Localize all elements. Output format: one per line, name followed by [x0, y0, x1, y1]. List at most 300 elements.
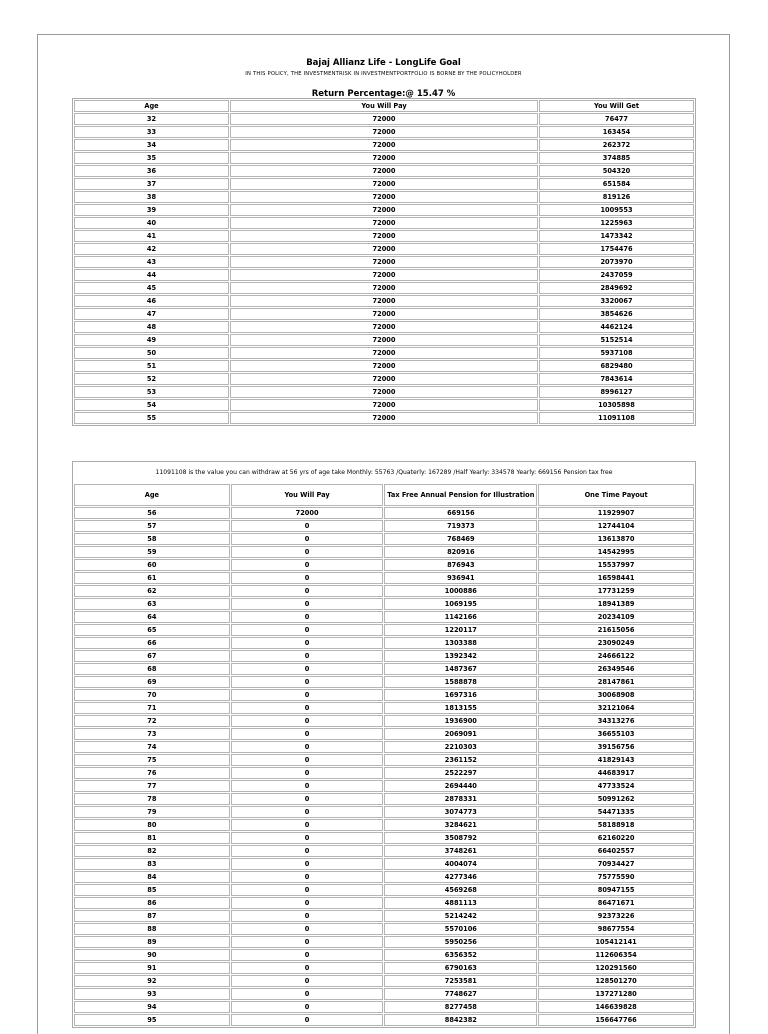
table-cell: 34313276	[538, 715, 694, 727]
table-row	[74, 637, 694, 649]
table-cell: 2849692	[539, 282, 694, 294]
table-cell: 137271280	[538, 988, 694, 1000]
table-cell: 14542995	[538, 546, 694, 558]
table-cell: 5950256	[384, 936, 537, 948]
table-cell: 72000	[230, 165, 538, 177]
col-header-you-will-get: You Will Get	[539, 100, 694, 112]
table-cell: 78	[74, 793, 230, 805]
table-cell: 72000	[230, 321, 538, 333]
table-cell: 39156756	[538, 741, 694, 753]
table-cell: 54	[74, 399, 229, 411]
table-row	[74, 360, 694, 372]
table-row	[74, 282, 694, 294]
table-cell: 72000	[230, 191, 538, 203]
table-cell: 85	[74, 884, 230, 896]
table-cell: 50	[74, 347, 229, 359]
table-cell: 6829480	[539, 360, 694, 372]
table-cell: 71	[74, 702, 230, 714]
table-cell: 90	[74, 949, 230, 961]
table-row	[74, 507, 694, 519]
table-row	[74, 975, 694, 987]
table-row	[74, 191, 694, 203]
table-cell: 72000	[230, 139, 538, 151]
table-cell: 8277458	[384, 1001, 537, 1013]
table-cell: 0	[231, 559, 384, 571]
table-cell: 105412141	[538, 936, 694, 948]
table-cell: 120291560	[538, 962, 694, 974]
table-row	[74, 559, 694, 571]
table-row	[74, 845, 694, 857]
table-cell: 69	[74, 676, 230, 688]
table-cell: 0	[231, 728, 384, 740]
table-cell: 1392342	[384, 650, 537, 662]
table-row	[74, 165, 694, 177]
table-cell: 34	[74, 139, 229, 151]
table-cell: 6790163	[384, 962, 537, 974]
col-header-annual-pension: Tax Free Annual Pension for Illustration	[384, 484, 537, 506]
table-cell: 669156	[384, 507, 537, 519]
table-cell: 5937108	[539, 347, 694, 359]
table-cell: 62160220	[538, 832, 694, 844]
table-row	[74, 624, 694, 636]
table-cell: 24666122	[538, 650, 694, 662]
table-cell: 72000	[231, 507, 384, 519]
table-cell: 0	[231, 611, 384, 623]
table-cell: 49	[74, 334, 229, 346]
table-cell: 93	[74, 988, 230, 1000]
table-cell: 7843614	[539, 373, 694, 385]
table-cell: 1813155	[384, 702, 537, 714]
table-cell: 62	[74, 585, 230, 597]
table-cell: 2878331	[384, 793, 537, 805]
table-cell: 0	[231, 767, 384, 779]
table-cell: 72000	[230, 308, 538, 320]
table-cell: 3320067	[539, 295, 694, 307]
table-cell: 23090249	[538, 637, 694, 649]
table-row	[74, 715, 694, 727]
table-cell: 2437059	[539, 269, 694, 281]
table-cell: 18941389	[538, 598, 694, 610]
table-cell: 16598441	[538, 572, 694, 584]
table-cell: 61	[74, 572, 230, 584]
table-cell: 72000	[230, 412, 538, 424]
table-cell: 55	[74, 412, 229, 424]
table-cell: 72000	[230, 373, 538, 385]
table-cell: 20234109	[538, 611, 694, 623]
table-row	[74, 897, 694, 909]
table-row	[74, 386, 694, 398]
table-cell: 82	[74, 845, 230, 857]
table-cell: 5570106	[384, 923, 537, 935]
table-cell: 3508792	[384, 832, 537, 844]
table-cell: 0	[231, 689, 384, 701]
table-row	[74, 741, 694, 753]
table-cell: 28147861	[538, 676, 694, 688]
table-row	[74, 949, 694, 961]
table-row	[74, 598, 694, 610]
table-row	[74, 572, 694, 584]
table-cell: 1588878	[384, 676, 537, 688]
table-cell: 262372	[539, 139, 694, 151]
table-cell: 79	[74, 806, 230, 818]
table-cell: 0	[231, 520, 384, 532]
table-row	[74, 1001, 694, 1013]
table-row	[74, 533, 694, 545]
table-row	[74, 806, 694, 818]
table-cell: 7748627	[384, 988, 537, 1000]
table-header-row	[74, 100, 694, 112]
table-cell: 3284621	[384, 819, 537, 831]
table-cell: 41	[74, 230, 229, 242]
table-cell: 83	[74, 858, 230, 870]
table-cell: 0	[231, 923, 384, 935]
table-cell: 0	[231, 741, 384, 753]
table-row	[74, 373, 694, 385]
table-cell: 11929907	[538, 507, 694, 519]
table-cell: 1473342	[539, 230, 694, 242]
accumulation-table	[72, 98, 696, 426]
table-cell: 73	[74, 728, 230, 740]
table-cell: 0	[231, 793, 384, 805]
table-row	[74, 910, 694, 922]
table-cell: 64	[74, 611, 230, 623]
table-cell: 0	[231, 637, 384, 649]
table-cell: 8842382	[384, 1014, 537, 1026]
table-cell: 0	[231, 949, 384, 961]
note-row	[74, 463, 694, 483]
table-row	[74, 858, 694, 870]
table-cell: 15537997	[538, 559, 694, 571]
document-title: Bajaj Allianz Life - LongLife Goal	[306, 58, 461, 68]
table-cell: 51	[74, 360, 229, 372]
table-row	[74, 689, 694, 701]
table-cell: 0	[231, 780, 384, 792]
table-cell: 0	[231, 819, 384, 831]
table-cell: 54471335	[538, 806, 694, 818]
table-cell: 4277346	[384, 871, 537, 883]
table-cell: 0	[231, 702, 384, 714]
table-cell: 44	[74, 269, 229, 281]
table-cell: 72000	[230, 399, 538, 411]
table-cell: 4004074	[384, 858, 537, 870]
table-cell: 2210303	[384, 741, 537, 753]
table-cell: 7253581	[384, 975, 537, 987]
table-cell: 3854626	[539, 308, 694, 320]
col-header-you-will-pay: You Will Pay	[230, 100, 538, 112]
table-cell: 2694440	[384, 780, 537, 792]
table-cell: 72000	[230, 256, 538, 268]
table-cell: 5214242	[384, 910, 537, 922]
table-cell: 52	[74, 373, 229, 385]
table-cell: 60	[74, 559, 230, 571]
table-cell: 59	[74, 546, 230, 558]
table-row	[74, 308, 694, 320]
table-cell: 4462124	[539, 321, 694, 333]
table-cell: 48	[74, 321, 229, 333]
table-row	[74, 113, 694, 125]
table-cell: 50991262	[538, 793, 694, 805]
table-row	[74, 139, 694, 151]
table-cell: 53	[74, 386, 229, 398]
table-row	[74, 399, 694, 411]
table-cell: 72000	[230, 295, 538, 307]
table-cell: 57	[74, 520, 230, 532]
table-cell: 0	[231, 598, 384, 610]
table-row	[74, 676, 694, 688]
table-cell: 163454	[539, 126, 694, 138]
table-cell: 1000886	[384, 585, 537, 597]
table-cell: 1142166	[384, 611, 537, 623]
table-cell: 8996127	[539, 386, 694, 398]
table-cell: 876943	[384, 559, 537, 571]
table-cell: 1069195	[384, 598, 537, 610]
table-cell: 66	[74, 637, 230, 649]
table-cell: 32121064	[538, 702, 694, 714]
col-header-age: Age	[74, 100, 229, 112]
table-row	[74, 702, 694, 714]
table-cell: 65	[74, 624, 230, 636]
table-cell: 47733524	[538, 780, 694, 792]
table-row	[74, 767, 694, 779]
table-cell: 12744104	[538, 520, 694, 532]
table-row	[74, 884, 694, 896]
table-cell: 651584	[539, 178, 694, 190]
table-cell: 58188918	[538, 819, 694, 831]
table-cell: 30068908	[538, 689, 694, 701]
table-cell: 0	[231, 962, 384, 974]
risk-disclaimer: IN THIS POLICY, THE INVESTMENTRISK IN INVESTMENTPORTFOLIO IS BORNE BY THE POLICYHOLDER	[245, 71, 522, 77]
table-cell: 72000	[230, 204, 538, 216]
table-row	[74, 178, 694, 190]
table-cell: 0	[231, 754, 384, 766]
table-row	[74, 204, 694, 216]
table-cell: 2073970	[539, 256, 694, 268]
table-cell: 72000	[230, 269, 538, 281]
table-cell: 36	[74, 165, 229, 177]
table-cell: 72000	[230, 178, 538, 190]
table-cell: 80	[74, 819, 230, 831]
table-cell: 26349546	[538, 663, 694, 675]
table-cell: 36655103	[538, 728, 694, 740]
table-cell: 3074773	[384, 806, 537, 818]
table-cell: 72000	[230, 217, 538, 229]
table-cell: 87	[74, 910, 230, 922]
table-cell: 43	[74, 256, 229, 268]
table-cell: 0	[231, 676, 384, 688]
table-cell: 0	[231, 936, 384, 948]
table-row	[74, 728, 694, 740]
table-cell: 13613870	[538, 533, 694, 545]
table-cell: 75	[74, 754, 230, 766]
table-row	[74, 611, 694, 623]
document-page	[37, 34, 730, 1034]
table-row	[74, 412, 694, 424]
table-cell: 77	[74, 780, 230, 792]
table-cell: 128501270	[538, 975, 694, 987]
table-cell: 75775590	[538, 871, 694, 883]
table-cell: 33	[74, 126, 229, 138]
table-cell: 0	[231, 546, 384, 558]
table-cell: 936941	[384, 572, 537, 584]
table-row	[74, 546, 694, 558]
col-header-you-will-pay: You Will Pay	[231, 484, 384, 506]
table-cell: 0	[231, 1014, 384, 1026]
table-cell: 72000	[230, 282, 538, 294]
table-cell: 0	[231, 845, 384, 857]
table-cell: 84	[74, 871, 230, 883]
table-row	[74, 585, 694, 597]
table-cell: 5152514	[539, 334, 694, 346]
table-cell: 70934427	[538, 858, 694, 870]
table-cell: 4569268	[384, 884, 537, 896]
table-cell: 156647766	[538, 1014, 694, 1026]
table-cell: 72000	[230, 152, 538, 164]
return-percentage: Return Percentage:@ 15.47 %	[311, 89, 456, 99]
table-cell: 40	[74, 217, 229, 229]
table-cell: 72000	[230, 360, 538, 372]
table-cell: 0	[231, 897, 384, 909]
table-cell: 89	[74, 936, 230, 948]
table-cell: 38	[74, 191, 229, 203]
table-row	[74, 321, 694, 333]
table-cell: 35	[74, 152, 229, 164]
table-cell: 0	[231, 858, 384, 870]
col-header-one-time-payout: One Time Payout	[538, 484, 694, 506]
table-cell: 0	[231, 663, 384, 675]
table-cell: 32	[74, 113, 229, 125]
table-cell: 819126	[539, 191, 694, 203]
table-cell: 72	[74, 715, 230, 727]
table-cell: 58	[74, 533, 230, 545]
table-cell: 21615056	[538, 624, 694, 636]
table-cell: 0	[231, 832, 384, 844]
table-row	[74, 269, 694, 281]
table-cell: 66402557	[538, 845, 694, 857]
table-cell: 1487367	[384, 663, 537, 675]
pension-table	[72, 461, 696, 1028]
table-row	[74, 793, 694, 805]
withdrawal-note: 11091108 is the value you can withdraw at 56 yrs of age take Monthly: 55763 /Quaterly: 167289 /Half Yearly: 334578 Yearly: 669156 Pension tax free	[155, 469, 613, 476]
table-row	[74, 936, 694, 948]
table-row	[74, 152, 694, 164]
col-header-age: Age	[74, 484, 230, 506]
table-cell: 11091108	[539, 412, 694, 424]
table-cell: 95	[74, 1014, 230, 1026]
table-row	[74, 334, 694, 346]
table-cell: 10305898	[539, 399, 694, 411]
table-cell: 91	[74, 962, 230, 974]
table-cell: 504320	[539, 165, 694, 177]
table-row	[74, 780, 694, 792]
table-cell: 98677554	[538, 923, 694, 935]
table-cell: 72000	[230, 113, 538, 125]
table-row	[74, 256, 694, 268]
table-row	[74, 1014, 694, 1026]
table-cell: 94	[74, 1001, 230, 1013]
table-cell: 72000	[230, 243, 538, 255]
table-cell: 0	[231, 884, 384, 896]
table-cell: 374885	[539, 152, 694, 164]
table-cell: 2361152	[384, 754, 537, 766]
table-cell: 67	[74, 650, 230, 662]
table-row	[74, 663, 694, 675]
table-cell: 72000	[230, 230, 538, 242]
table-cell: 112606354	[538, 949, 694, 961]
table-row	[74, 988, 694, 1000]
table-cell: 0	[231, 572, 384, 584]
table-cell: 3748261	[384, 845, 537, 857]
table-row	[74, 962, 694, 974]
table-cell: 0	[231, 988, 384, 1000]
table-cell: 39	[74, 204, 229, 216]
table-cell: 45	[74, 282, 229, 294]
table-cell: 86471671	[538, 897, 694, 909]
table-cell: 0	[231, 1001, 384, 1013]
table-cell: 146639828	[538, 1001, 694, 1013]
table-cell: 4881113	[384, 897, 537, 909]
table-header-row	[74, 484, 694, 506]
table-row	[74, 126, 694, 138]
table-row	[74, 520, 694, 532]
table-cell: 72000	[230, 386, 538, 398]
table-cell: 1697316	[384, 689, 537, 701]
table-cell: 0	[231, 975, 384, 987]
table-row	[74, 819, 694, 831]
table-cell: 92373226	[538, 910, 694, 922]
table-row	[74, 832, 694, 844]
table-cell: 1225963	[539, 217, 694, 229]
table-cell: 88	[74, 923, 230, 935]
table-cell: 72000	[230, 334, 538, 346]
table-row	[74, 871, 694, 883]
table-cell: 1009553	[539, 204, 694, 216]
table-cell: 44683917	[538, 767, 694, 779]
table-cell: 0	[231, 715, 384, 727]
table-row	[74, 347, 694, 359]
table-row	[74, 295, 694, 307]
table-cell: 0	[231, 585, 384, 597]
table-cell: 76	[74, 767, 230, 779]
table-row	[74, 230, 694, 242]
table-row	[74, 217, 694, 229]
table-cell: 820916	[384, 546, 537, 558]
table-cell: 92	[74, 975, 230, 987]
table-cell: 0	[231, 650, 384, 662]
table-cell: 719373	[384, 520, 537, 532]
table-row	[74, 754, 694, 766]
table-cell: 1936900	[384, 715, 537, 727]
table-cell: 0	[231, 871, 384, 883]
table-row	[74, 243, 694, 255]
table-cell: 41829143	[538, 754, 694, 766]
table-cell: 56	[74, 507, 230, 519]
table-cell: 80947155	[538, 884, 694, 896]
table-cell: 1220117	[384, 624, 537, 636]
table-cell: 72000	[230, 126, 538, 138]
table-row	[74, 923, 694, 935]
table-cell: 74	[74, 741, 230, 753]
table-row	[74, 650, 694, 662]
table-cell: 0	[231, 624, 384, 636]
table-cell: 2069091	[384, 728, 537, 740]
table-cell: 76477	[539, 113, 694, 125]
table-cell: 37	[74, 178, 229, 190]
table-cell: 42	[74, 243, 229, 255]
table-cell: 68	[74, 663, 230, 675]
table-cell: 6356352	[384, 949, 537, 961]
table-cell: 0	[231, 806, 384, 818]
table-cell: 47	[74, 308, 229, 320]
